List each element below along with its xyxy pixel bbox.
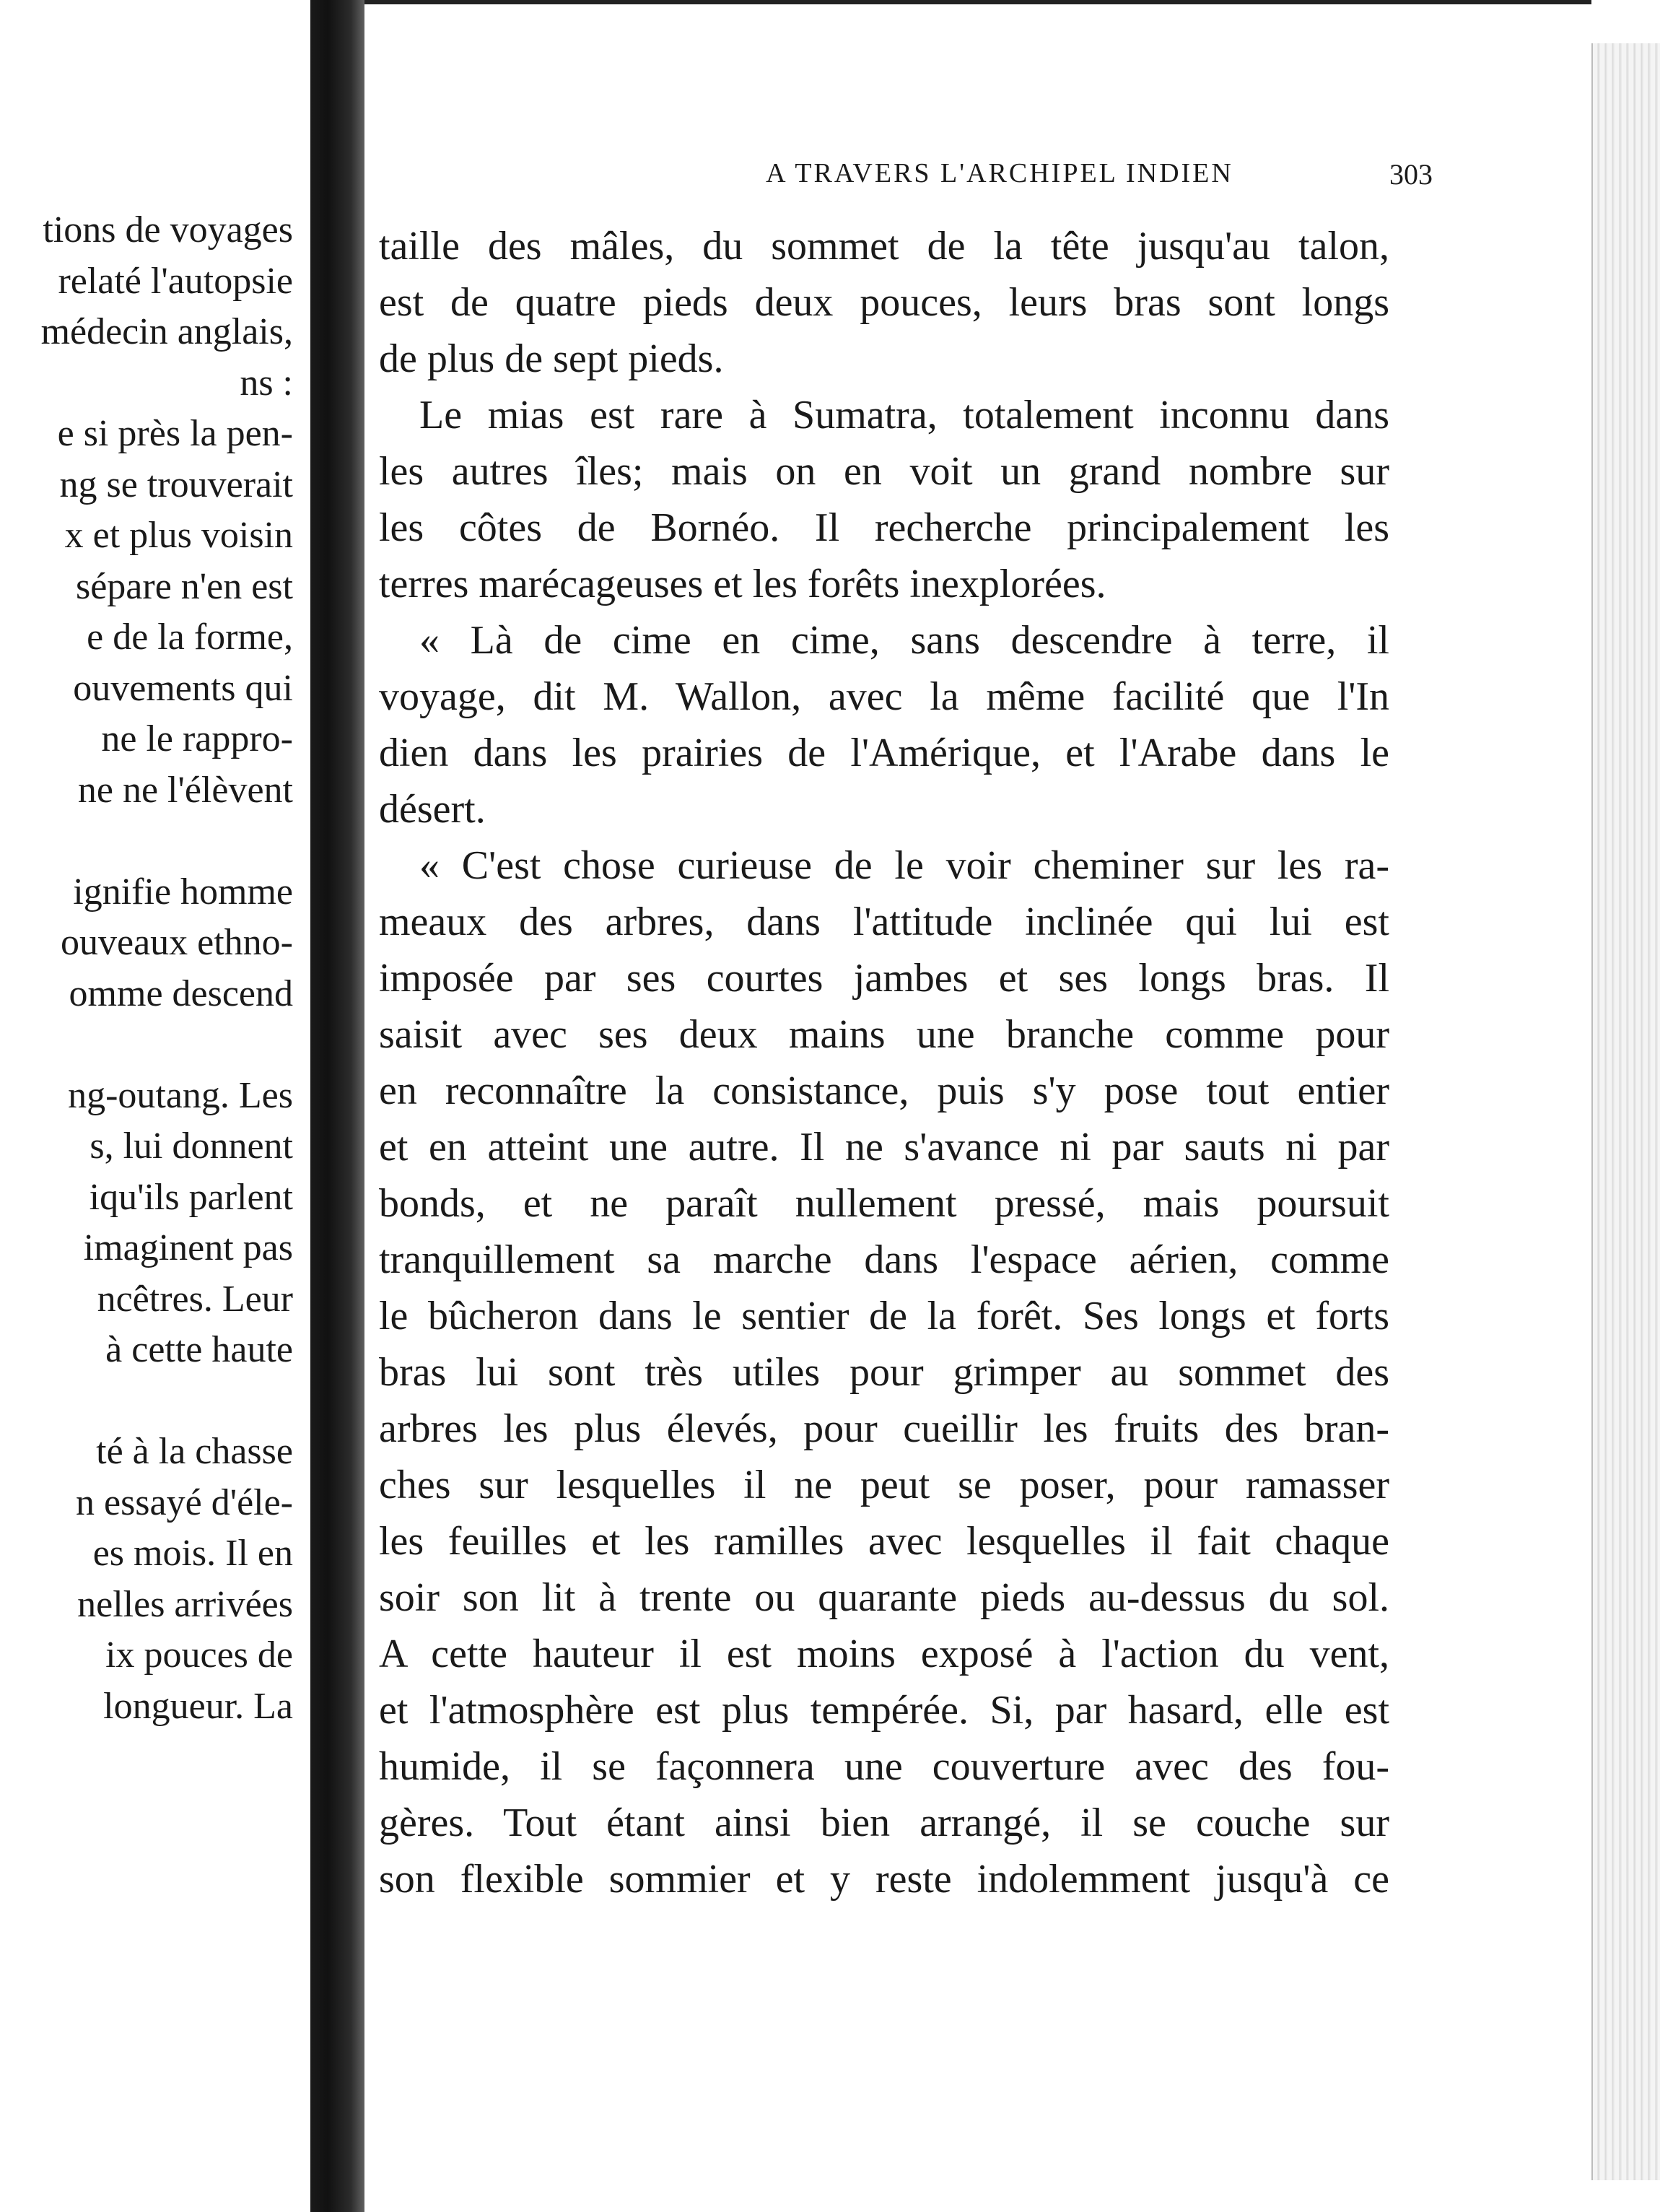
left-text-line: nelles arrivées [77,1583,293,1625]
left-text-line: té à la chasse [96,1431,293,1472]
text-line: le bûcheron dans le sentier de la forêt. Ses longs et forts [379,1294,1389,1338]
text-line: « Là de cime en cime, sans descendre à terre, il [419,618,1389,663]
text-line: terres marécageuses et les forêts inexplorées. [379,562,1106,606]
text-line: soir son lit à trente ou quarante pieds au-dessus du sol. [379,1575,1389,1620]
left-text-line [0,1019,293,1071]
text-line: ches sur lesquelles il ne peut se poser, pour ramasser [379,1463,1389,1507]
left-text-line: médecin anglais, [40,311,293,352]
body-text [379,218,1389,1907]
text-line: bonds, et ne paraît nullement pressé, mais poursuit [379,1181,1389,1226]
text-line: A cette hauteur il est moins exposé à l'action du vent, [379,1632,1389,1676]
left-text-line [0,1376,293,1427]
left-text-line [0,816,293,867]
left-text-line: ng-outang. Les [68,1074,293,1116]
text-line: taille des mâles, du sommet de la tête jusqu'au talon, [379,224,1389,269]
left-text-line: iqu'ils parlent [89,1176,293,1218]
left-text-line: omme descend [69,972,293,1014]
text-line: et l'atmosphère est plus tempérée. Si, par hasard, elle est [379,1688,1389,1733]
left-text-line: n essayé d'éle- [75,1481,293,1523]
text-line: désert. [379,787,486,832]
text-line: arbres les plus élevés, pour cueillir les fruits des bran- [379,1406,1389,1451]
text-line: son flexible sommier et y reste indolemment jusqu'à ce [379,1857,1389,1902]
left-text-line: ng se trouverait [59,463,293,505]
text-line: et en atteint une autre. Il ne s'avance ni par sauts ni par [379,1125,1389,1170]
text-line: saisit avec ses deux mains une branche comme pour [379,1012,1389,1057]
text-line: les autres îles; mais on en voit un grand nombre sur [379,449,1389,494]
text-line: gères. Tout étant ainsi bien arrangé, il se couche sur [379,1800,1389,1845]
right-page [364,0,1591,2212]
left-text-line: tions de voyages [43,209,293,251]
text-line: imposée par ses courtes jambes et ses longs bras. Il [379,956,1389,1001]
left-text-line: ignifie homme [73,871,293,913]
left-text-line: ouveaux ethno- [60,922,293,963]
text-line: est de quatre pieds deux pouces, leurs bras sont longs [379,280,1389,325]
text-line: tranquillement sa marche dans l'espace aérien, comme [379,1237,1389,1282]
left-text-line: ns : [240,362,293,404]
left-text-line: sépare n'en est [75,565,293,607]
left-text-line: relaté l'autopsie [58,260,293,302]
left-text-line: s, lui donnent [89,1125,293,1167]
left-text-line: ouvements qui [73,667,293,709]
running-head: A TRAVERS L'ARCHIPEL INDIEN [766,158,1233,188]
left-text-line: x et plus voisin [64,515,293,556]
left-page-text [0,205,293,1732]
left-text-line: longueur. La [103,1685,293,1727]
text-line: Le mias est rare à Sumatra, totalement inconnu dans [419,393,1389,437]
text-line: les côtes de Bornéo. Il recherche principalement les [379,505,1389,550]
text-line: les feuilles et les ramilles avec lesquelles il fait chaque [379,1519,1389,1564]
left-text-line: à cette haute [105,1329,293,1370]
left-text-line: e si près la pen- [57,413,293,454]
left-page-fragment [0,0,318,2212]
page-number: 303 [1389,158,1433,191]
text-line: « C'est chose curieuse de le voir cheminer sur les ra- [419,843,1389,888]
text-line: en reconnaître la consistance, puis s'y pose tout entier [379,1068,1389,1113]
text-line: de plus de sept pieds. [379,336,724,381]
text-line: meaux des arbres, dans l'attitude inclinée qui lui est [379,900,1389,944]
left-text-line: ncêtres. Leur [97,1278,293,1320]
left-text-line: es mois. Il en [92,1533,293,1574]
left-text-line: imaginent pas [83,1227,293,1268]
left-text-line: ne ne l'élèvent [77,769,293,811]
text-line: humide, il se façonnera une couverture avec des fou- [379,1744,1389,1789]
left-text-line: e de la forme, [87,617,293,658]
left-text-line: ix pouces de [105,1634,293,1676]
left-text-line: ne le rappro- [101,718,293,759]
book-gutter [310,0,368,2212]
text-line: voyage, dit M. Wallon, avec la même facilité que l'In [379,674,1389,719]
text-line: bras lui sont très utiles pour grimper au sommet des [379,1350,1389,1395]
text-line: dien dans les prairies de l'Amérique, et l'Arabe dans le [379,731,1389,775]
page-edges [1591,43,1660,2180]
